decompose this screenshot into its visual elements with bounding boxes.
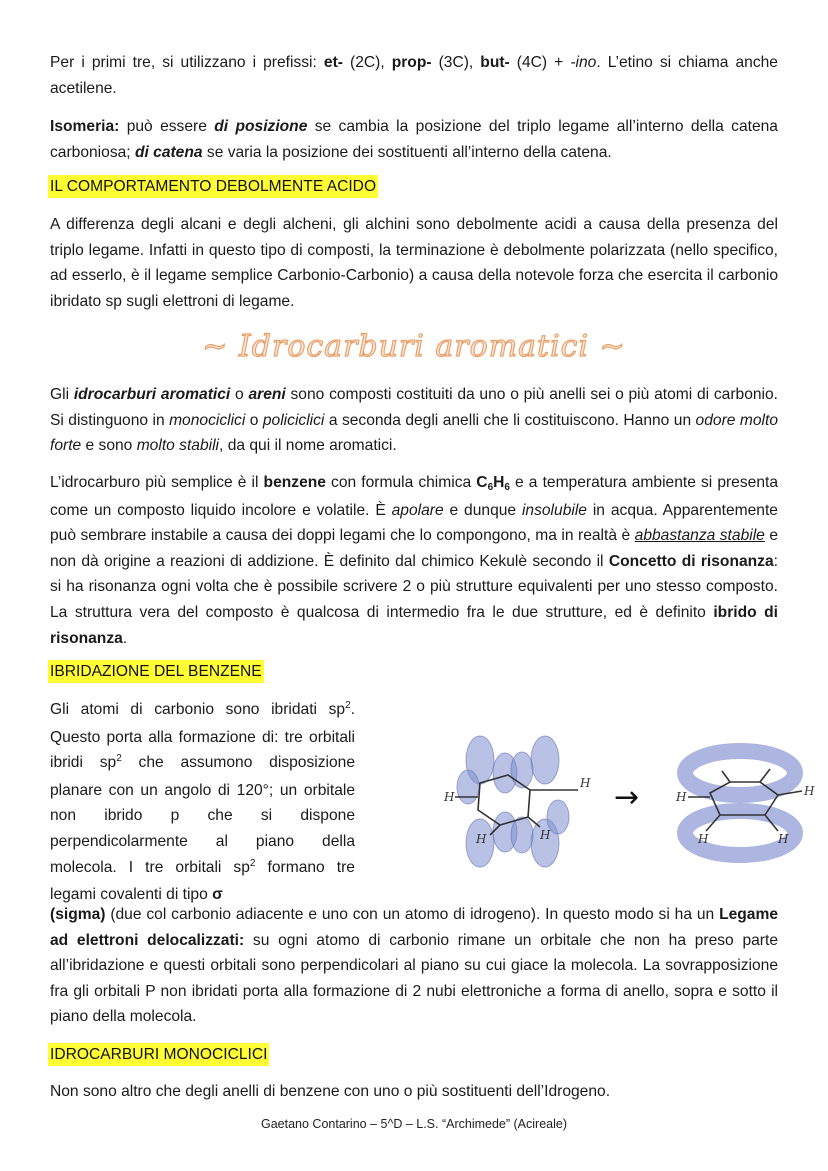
- text: (2C),: [342, 54, 392, 71]
- term-concetto-risonanza: Concetto di risonanza: [608, 552, 774, 570]
- term-stabili: molto stabili: [136, 437, 220, 455]
- text: può essere: [119, 118, 215, 135]
- superscript: 2: [249, 857, 256, 869]
- reaction-arrow: →: [614, 780, 640, 815]
- text: Gli atomi di carbonio sono ibridati sp: [50, 701, 346, 718]
- term-benzene: benzene: [263, 474, 326, 491]
- term-odore: odore molto forte: [50, 411, 778, 455]
- paragraph-isomeria: [50, 114, 778, 165]
- text: : si ha risonanza ogni volta che è possibile scrivere 2 o più strutture equivalenti per uno stesso composto. La struttura vera del composto è qualcosa di intermedio fra le due strutture, ed è definito: [50, 552, 778, 621]
- section-title: ~ Idrocarburi aromatici ~: [202, 329, 626, 364]
- superscript: 2: [345, 700, 351, 711]
- paragraph-monociclici: Non sono altro che degli anelli di benzene con uno o più sostituenti dell’Idrogeno.: [50, 1083, 611, 1100]
- text: (4C) +: [509, 54, 571, 71]
- text: , da qui il nome aromatici.: [219, 437, 397, 455]
- heading-acid: IL COMPORTAMENTO DEBOLMENTE ACIDO: [48, 175, 378, 198]
- term-monociclici: monociclici: [169, 411, 246, 429]
- paragraph-delocalizzati: [50, 902, 778, 1030]
- text: .: [122, 629, 128, 647]
- text: (3C),: [431, 54, 481, 71]
- page-footer: Gaetano Contarino – 5^D – L.S. “Archimede” (Acireale): [260, 1117, 567, 1131]
- hydrogen-label: H: [778, 832, 789, 846]
- paragraph-aromatici: [50, 382, 778, 459]
- text: in acqua. Apparentemente può sembrare instabile a causa dei doppi legami che lo compongono, ma in realtà è: [50, 501, 778, 545]
- text: sono composti costituiti da uno o più anelli sei o più atomi di carbonio. Si distinguono in: [50, 386, 779, 429]
- hydrogen-label: H: [580, 776, 591, 790]
- text: . Questo porta alla formazione di: tre orbitali ibridi sp: [50, 701, 355, 772]
- sigma-symbol: σ: [212, 886, 223, 904]
- formula-c-sub: 6: [487, 482, 494, 493]
- text: o: [230, 386, 249, 403]
- term-abbastanza-stabile: abbastanza stabile: [634, 527, 765, 545]
- superscript: 2: [116, 753, 122, 765]
- term-areni: areni: [248, 386, 286, 403]
- heading-monociclici: IDROCARBURI MONOCICLICI: [48, 1043, 269, 1066]
- text: (due col carbonio adiacente e uno con un atomo di idrogeno). In questo modo si ha un: [105, 906, 720, 923]
- term-policiclici: policiclici: [262, 411, 325, 429]
- text: con formula chimica: [325, 474, 477, 491]
- text: se cambia la posizione del triplo legame all’interno della catena carboniosa;: [50, 118, 778, 161]
- hydrogen-label: H: [804, 784, 815, 798]
- term-apolare: apolare: [391, 501, 444, 519]
- text: formano tre legami covalenti di tipo: [50, 858, 355, 904]
- heading-ibridazione: IBRIDAZIONE DEL BENZENE: [48, 660, 264, 683]
- formula-h-sub: 6: [504, 482, 510, 493]
- p-orbitals-left: [457, 736, 569, 867]
- term-posizione: di posizione: [214, 118, 308, 135]
- benzene-orbital-figure: [430, 735, 828, 870]
- term-idrocarburi: idrocarburi aromatici: [73, 386, 231, 403]
- prefix-et: et-: [323, 54, 343, 71]
- text: . L’etino si chiama anche acetilene.: [50, 54, 778, 97]
- text: Per i primi tre, si utilizzano i prefissi:: [50, 54, 324, 71]
- formula-c6h6: [476, 474, 510, 491]
- hydrogen-label: H: [444, 790, 455, 804]
- suffix-ino: -ino: [570, 54, 597, 71]
- text: e dunque: [443, 501, 522, 519]
- formula-c: C: [476, 474, 488, 491]
- formula-h: H: [493, 474, 505, 491]
- hydrogen-label: H: [540, 828, 551, 842]
- paragraph-ibridazione: [50, 697, 355, 908]
- text: o: [245, 411, 263, 429]
- paragraph-benzene: [50, 470, 778, 651]
- text: L’idrocarburo più semplice è il: [50, 474, 264, 491]
- hydrogen-label: H: [698, 832, 709, 846]
- text: su ogni atomo di carbonio rimane un orbitale che non ha preso parte all’ibridazione e questi orbitali sono perpendicolari al piano su cui giace la molecola. La sovrapposizione fra gli orbitali P non ibridati porta alla formazione di 2 nubi elettroniche a forma di anello, sopra e sotto il piano della molecola.: [50, 931, 778, 1026]
- hydrogen-label: H: [676, 790, 687, 804]
- text: che assumono disposizione planare con un angolo di 120°; un orbitale non ibrido p che si dispone perpendicolarmente al piano della molecola. I tre orbitali sp: [50, 754, 356, 876]
- text: a seconda degli anelli che li costituiscono. Hanno un: [324, 411, 696, 429]
- text: e non dà origine a reazioni di addizione. È definito dal chimico Kekulè secondo il: [50, 527, 778, 570]
- term-ibrido-risonanza: ibrido di risonanza: [50, 603, 778, 647]
- term-insolubile: insolubile: [521, 501, 587, 519]
- prefix-but: but-: [480, 54, 510, 71]
- prefix-prop: prop-: [391, 54, 432, 71]
- paragraph-acid: A differenza degli alcani e degli alcheni, gli alchini sono debolmente acidi a causa della presenza del triplo legame. Infatti in questo tipo di composti, la terminazione è debolmente polarizzata (nello specifico, ad esserlo, è il legame semplice Carbonio-Carbonio) a causa della notevole forza che esercita il carbonio ibridato sp sugli elettroni di legame.: [50, 216, 778, 310]
- text: Gli: [50, 386, 74, 403]
- text: e a temperatura ambiente si presenta come un composto liquido incolore e volatile. È: [50, 474, 779, 519]
- text: e sono: [81, 437, 137, 455]
- paragraph-prefixes: [50, 50, 778, 101]
- term-catena: di catena: [134, 143, 203, 161]
- hydrogen-label: H: [476, 832, 487, 846]
- text: se varia la posizione dei sostituenti all’interno della catena.: [202, 143, 612, 161]
- isomeria-label: Isomeria:: [50, 118, 120, 135]
- term-legame-delocalizzati: Legame ad elettroni delocalizzati:: [50, 906, 778, 949]
- sigma-word: (sigma): [50, 906, 106, 923]
